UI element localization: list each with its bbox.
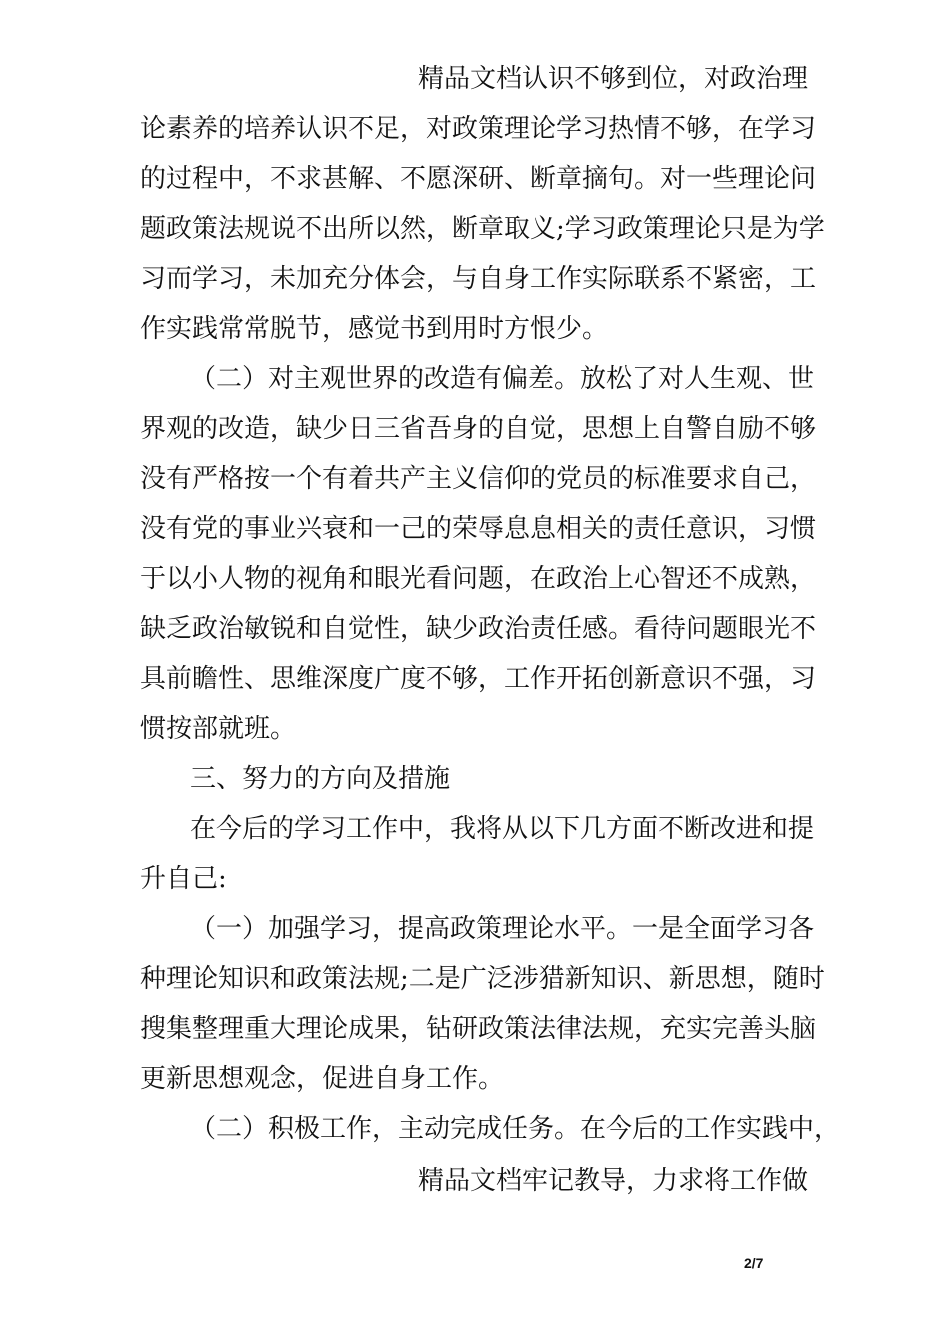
text-line: 搜集整理重大理论成果，钻研政策法律法规，充实完善头脑 [140,1014,817,1044]
text-line: 种理论知识和政策法规;二是广泛涉猎新知识、新思想，随时 [140,964,825,994]
page-number: 2/7 [744,1255,764,1271]
text-line: 的过程中，不求甚解、不愿深研、断章摘句。对一些理论问 [140,164,817,194]
text-line: 于以小人物的视角和眼光看问题，在政治上心智还不成熟， [140,564,817,594]
text-line: 更新思想观念，促进自身工作。 [140,1064,505,1094]
text-line: （二）对主观世界的改造有偏差。放松了对人生观、世 [190,364,815,394]
text-line: 没有严格按一个有着共产主义信仰的党员的标准要求自己， [140,464,817,494]
section-heading: 三、努力的方向及措施 [190,764,451,794]
text-line: 具前瞻性、思维深度广度不够，工作开拓创新意识不强，习 [140,664,817,694]
text-line: 题政策法规说不出所以然，断章取义;学习政策理论只是为学 [140,214,825,244]
header-text: 精品文档认识不够到位，对政治理 [418,64,809,94]
text-line: 惯按部就班。 [140,714,297,744]
footer-text: 精品文档牢记教导，力求将工作做 [418,1166,809,1196]
text-line: 习而学习，未加充分体会，与自身工作实际联系不紧密，工 [140,264,817,294]
text-line: （一）加强学习，提高政策理论水平。一是全面学习各 [190,914,815,944]
text-line: 界观的改造，缺少日三省吾身的自觉，思想上自警自励不够 [140,414,817,444]
text-line: 在今后的学习工作中，我将从以下几方面不断改进和提 [190,814,815,844]
text-line: 论素养的培养认识不足，对政策理论学习热情不够，在学习 [140,114,817,144]
text-line: （二）积极工作，主动完成任务。在今后的工作实践中， [190,1114,841,1144]
text-line: 作实践常常脱节，感觉书到用时方恨少。 [140,314,609,344]
text-line: 缺乏政治敏锐和自觉性，缺少政治责任感。看待问题眼光不 [140,614,817,644]
text-line: 没有党的事业兴衰和一己的荣辱息息相关的责任意识，习惯 [140,514,817,544]
text-line: 升自己: [140,864,227,894]
